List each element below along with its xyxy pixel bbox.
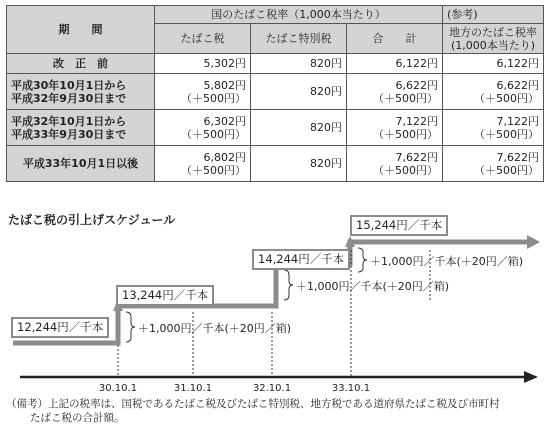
timeline-axis [20,371,538,383]
local-rate-header: 地方のたばこ税率 (1,000本当たり) [443,24,544,54]
period-cell: 平成30年10月1日から 平成32年9月30日まで [7,74,155,110]
local-cell: 6,622円 （＋500円） [443,74,544,110]
date-label-2: 31.10.1 [173,383,213,394]
tobacco-tax-header: たばこ税 [155,24,251,54]
total-header: 合 計 [347,24,443,54]
price-label-current: 12,244円／千本 [11,317,109,338]
total-cell: 7,122円 （＋500円） [347,110,443,146]
increase-label-3: ＋1,000円／千本(＋20円／箱) [370,255,524,268]
date-label-4: 33.10.1 [331,383,371,394]
tobacco-tax-cell: 6,302円 （＋500円） [155,110,251,146]
tobacco-tax-cell: 5,302円 [155,54,251,74]
price-label-step-3: 15,244円／千本 [350,215,448,236]
increase-label-1: ＋1,000円／千本(＋20円／箱) [138,322,292,335]
total-cell: 7,622円 （＋500円） [347,146,443,182]
special-tax-cell: 820円 [251,110,347,146]
special-tax-cell: 820円 [251,54,347,74]
period-cell: 平成32年10月1日から 平成33年9月30日まで [7,110,155,146]
period-cell: 改 正 前 [7,54,155,74]
price-label-step-1: 13,244円／千本 [116,285,214,306]
date-label-3: 32.10.1 [252,383,292,394]
note-line-1: （備考）上記の税率は、国税であるたばこ税及びたばこ特別税、地方税である道府県たばこ税及び市町村 [6,398,500,410]
local-cell: 6,122円 [443,54,544,74]
local-cell: 7,122円 （＋500円） [443,110,544,146]
reference-header: (参考) [443,6,544,24]
local-cell: 7,622円 （＋500円） [443,146,544,182]
total-cell: 6,122円 [347,54,443,74]
price-label-step-2: 14,244円／千本 [252,249,350,270]
note-line-2: たばこ税の合計額。 [30,412,125,424]
special-tax-cell: 820円 [251,74,347,110]
date-label-1: 30.10.1 [98,383,138,394]
increase-label-2: ＋1,000円／千本(＋20円／箱) [296,280,450,293]
schedule-title: たばこ税の引上げスケジュール [8,213,176,227]
tobacco-tax-cell: 5,802円 （＋500円） [155,74,251,110]
total-cell: 6,622円 （＋500円） [347,74,443,110]
period-header: 期 間 [7,6,155,54]
special-tax-header: たばこ特別税 [251,24,347,54]
special-tax-cell: 820円 [251,146,347,182]
national-rate-header: 国のたばこ税率（1,000本当たり） [155,6,443,24]
tobacco-tax-cell: 6,802円 （＋500円） [155,146,251,182]
period-cell: 平成33年10月1日以後 [7,146,155,182]
